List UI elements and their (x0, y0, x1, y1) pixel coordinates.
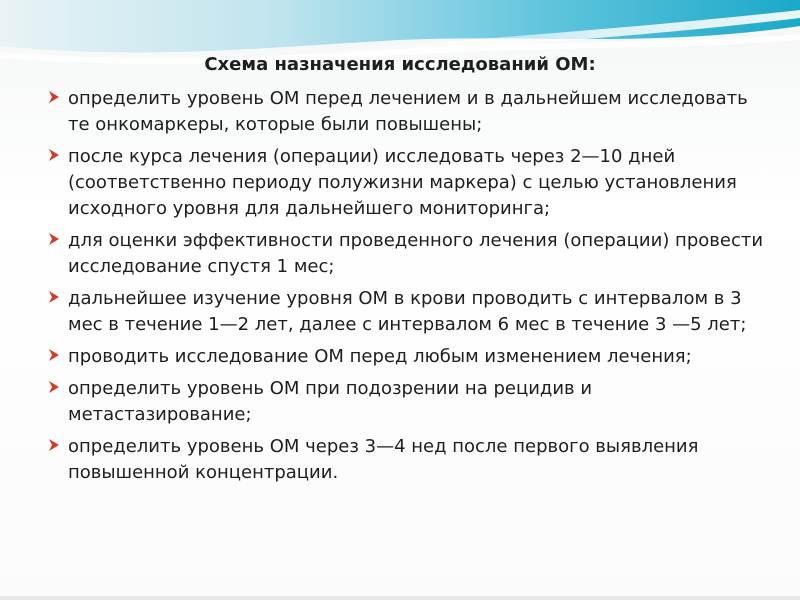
bullet-text: после курса лечения (операции) исследовать через 2—10 дней (соответственно периоду полужизни маркера) с целью установления исходного уровня для дальнейшего мониторинга; (68, 146, 737, 219)
list-item (46, 144, 766, 222)
bullet-text: определить уровень ОМ при подозрении на рецидив и метастазирование; (68, 378, 593, 425)
list-item (46, 286, 766, 338)
slide-title: Схема назначения исследований ОМ: (204, 54, 596, 75)
arrow-bullet-icon (48, 380, 60, 394)
arrow-bullet-icon (48, 90, 60, 104)
list-item (46, 86, 766, 138)
bullet-list (46, 86, 766, 492)
bullet-text: дальнейшее изучение уровня ОМ в крови проводить с интервалом в 3 мес в течение 1—2 лет, далее с интервалом 6 мес в течение 3 —5 лет; (68, 288, 747, 335)
arrow-bullet-icon (48, 290, 60, 304)
arrow-bullet-icon (48, 232, 60, 246)
list-item (46, 228, 766, 280)
bullet-text: проводить исследование ОМ перед любым изменением лечения; (68, 346, 692, 367)
list-item (46, 344, 766, 370)
footer-divider (0, 596, 800, 600)
arrow-bullet-icon (48, 348, 60, 362)
list-item (46, 434, 766, 486)
bullet-text: для оценки эффективности проведенного лечения (операции) провести исследование спустя 1 мес; (68, 230, 764, 277)
list-item (46, 376, 766, 428)
bullet-text: определить уровень ОМ через 3—4 нед после первого выявления повышенной концентрации. (68, 436, 699, 483)
bullet-text: определить уровень ОМ перед лечением и в дальнейшем исследовать те онкомаркеры, которые были повышены; (68, 88, 748, 135)
arrow-bullet-icon (48, 148, 60, 162)
arrow-bullet-icon (48, 438, 60, 452)
